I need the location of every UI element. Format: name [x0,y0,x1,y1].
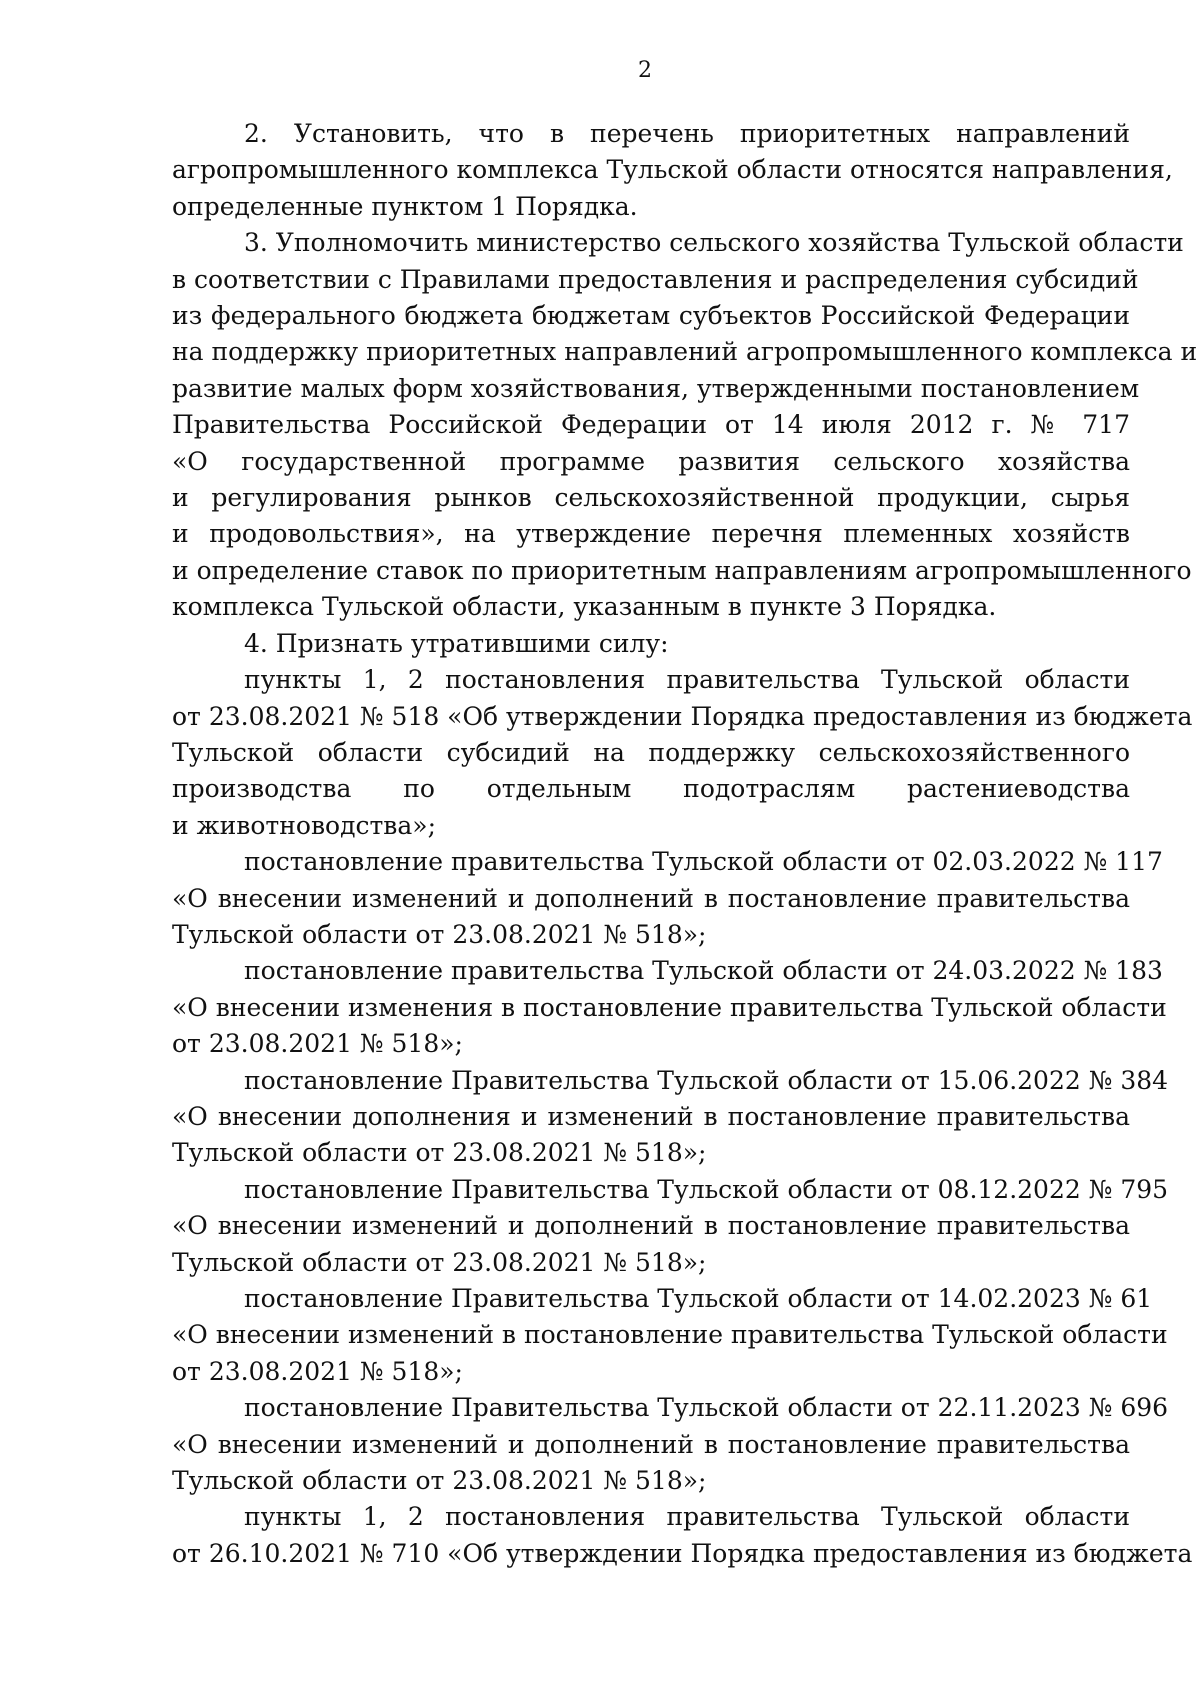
text-line: 2. Установить, что в перечень приоритетных направлений [244,119,1130,148]
text-line: и животноводства»; [172,810,436,840]
paragraph-2 [172,116,1173,225]
text-line: «О внесении изменений в постановление правительства Тульской области [172,1320,1168,1350]
text-line: Тульской области от 23.08.2021 № 518»; [172,919,707,949]
text-line: Тульской области от 23.08.2021 № 518»; [172,1466,707,1496]
text-line: «О внесении изменений и дополнений в постановление правительства [172,1429,1130,1459]
paragraph-10 [172,1281,1168,1390]
paragraph-5 [172,662,1193,844]
page-number: 2 [638,58,652,83]
text-line: постановление правительства Тульской области от 24.03.2022 № 183 [244,956,1163,986]
text-line: «О внесении изменения в постановление правительства Тульской области [172,992,1167,1022]
paragraph-8 [172,1063,1169,1172]
text-line: и определение ставок по приоритетным направлениям агропромышленного [172,555,1192,585]
text-line: от 23.08.2021 № 518 «Об утверждении Порядка предоставления из бюджета [172,701,1193,731]
paragraph-6 [172,844,1163,953]
document-body [172,116,1198,1572]
text-line: «О государственной программе развития сельского хозяйства [172,446,1130,476]
text-line: 3. Уполномочить министерство сельского хозяйства Тульской области [244,228,1184,258]
text-line: комплекса Тульской области, указанным в пункте 3 Порядка. [172,592,997,622]
text-line: Тульской области от 23.08.2021 № 518»; [172,1138,707,1168]
text-line: пункты 1, 2 постановления правительства Тульской области [244,665,1130,695]
text-line: постановление Правительства Тульской области от 22.11.2023 № 696 [244,1393,1169,1423]
text-line: от 23.08.2021 № 518»; [172,1356,463,1386]
text-line: от 23.08.2021 № 518»; [172,1029,463,1059]
paragraph-9 [172,1172,1169,1281]
text-line: в соответствии с Правилами предоставления и распределения субсидий [172,264,1139,294]
text-line: постановление Правительства Тульской области от 15.06.2022 № 384 [244,1065,1169,1095]
text-line: Тульской области от 23.08.2021 № 518»; [172,1247,707,1277]
text-line: Тульской области субсидий на поддержку сельскохозяйственного [172,737,1130,767]
paragraph-11 [172,1390,1169,1499]
text-line: и продовольствия», на утверждение перечня племенных хозяйств [172,519,1130,549]
text-line: Правительства Российской Федерации от 14 июля 2012 г. № 717 [172,410,1130,440]
text-line: постановление Правительства Тульской области от 14.02.2023 № 61 [244,1284,1153,1313]
paragraph-7 [172,953,1167,1062]
paragraph-3 [172,225,1198,625]
text-line: определенные пунктом 1 Порядка. [172,191,638,221]
text-line: «О внесении изменений и дополнений в постановление правительства [172,883,1130,913]
text-line: «О внесении изменений и дополнений в постановление правительства [172,1211,1130,1241]
paragraph-4 [172,626,1130,662]
text-line: развитие малых форм хозяйствования, утвержденными постановлением [172,373,1140,403]
text-line: из федерального бюджета бюджетам субъектов Российской Федерации [172,301,1130,331]
text-line: производства по отдельным подотраслям растениеводства [172,774,1130,804]
text-line: пункты 1, 2 постановления правительства Тульской области [244,1502,1130,1532]
text-line: от 26.10.2021 № 710 «Об утверждении Порядка предоставления из бюджета [172,1538,1193,1568]
text-line: 4. Признать утратившими силу: [244,628,669,658]
text-line: постановление Правительства Тульской области от 08.12.2022 № 795 [244,1174,1169,1204]
text-line: и регулирования рынков сельскохозяйственной продукции, сырья [172,483,1130,513]
paragraph-12 [172,1499,1193,1572]
text-line: «О внесении дополнения и изменений в постановление правительства [172,1101,1130,1131]
text-line: на поддержку приоритетных направлений агропромышленного комплекса и [172,337,1198,367]
text-line: постановление правительства Тульской области от 02.03.2022 № 117 [244,847,1163,877]
text-line: агропромышленного комплекса Тульской области относятся направления, [172,155,1173,185]
